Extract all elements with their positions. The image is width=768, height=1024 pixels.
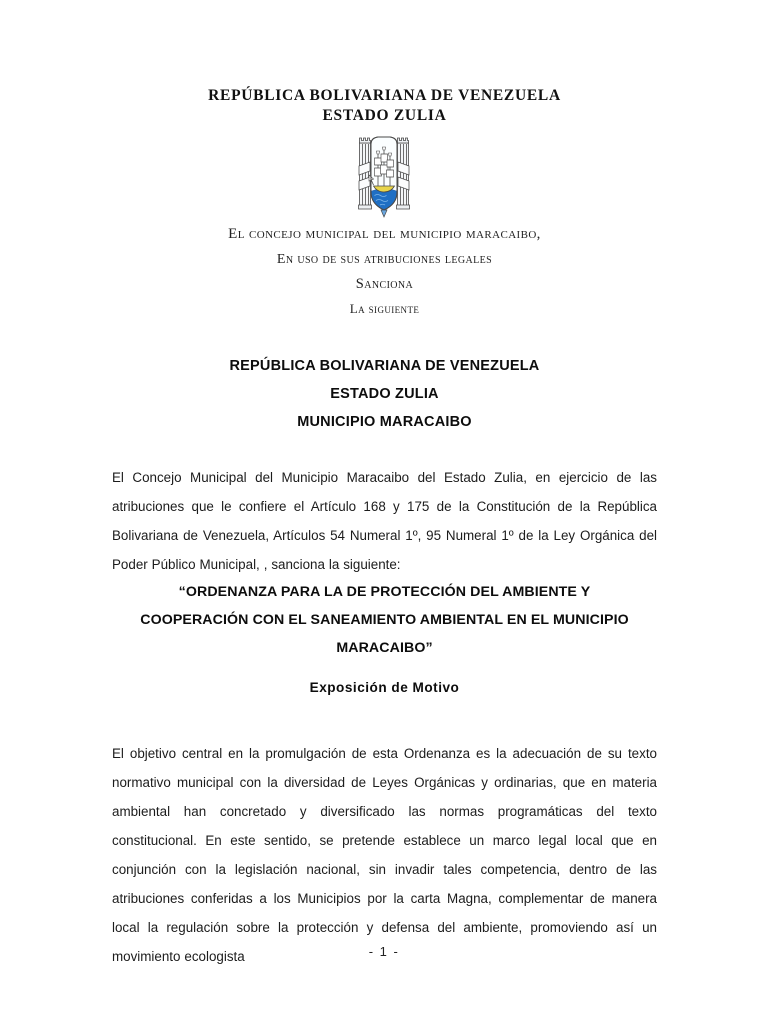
heading-line-2: ESTADO ZULIA — [330, 386, 439, 402]
emblem-container — [0, 129, 768, 219]
page-number-footer: - 1 - — [368, 944, 400, 959]
preamble-line-2: En uso de sus atribuciones legales — [276, 252, 493, 267]
ordinance-title-line-1: “ORDENANZA PARA LA DE PROTECCIÓN DEL AMBIENTE Y — [178, 584, 591, 600]
masthead — [112, 86, 657, 126]
ordinance-title — [112, 578, 657, 662]
preamble-line-4: La siguiente — [349, 301, 420, 316]
heading-line-1: REPÚBLICA BOLIVARIANA DE VENEZUELA — [229, 358, 540, 374]
masthead-line-2: ESTADO ZULIA — [322, 107, 447, 124]
republic-heading-block — [112, 352, 657, 436]
masthead-line-1: REPÚBLICA BOLIVARIANA DE VENEZUELA — [208, 87, 561, 104]
ordinance-title-line-3: MARACAIBO” — [336, 640, 433, 656]
coat-of-arms-maracaibo-icon — [358, 129, 410, 219]
preamble-line-1: El concejo municipal del municipio maracaibo, — [228, 226, 541, 242]
intro-paragraph: El Concejo Municipal del Municipio Maracaibo del Estado Zulia, en ejercicio de las atribuciones que le confiere el Artículo 168 y 175 de la Constitución de la República Bolivariana de Venezuela, Artículos 54 Numeral 1º, 95 Numeral 1º de la Ley Orgánica del Poder Público Municipal, , sanciona la siguiente: — [112, 470, 657, 573]
heading-line-3: MUNICIPIO MARACAIBO — [297, 414, 472, 430]
section-heading-exposicion: Exposición de Motivo — [309, 680, 460, 695]
preamble-line-3: Sanciona — [355, 276, 414, 292]
ordinance-title-line-2: COOPERACIÓN CON EL SANEAMIENTO AMBIENTAL EN EL MUNICIPIO — [140, 612, 629, 628]
preamble-block — [112, 222, 657, 320]
exposicion-paragraph: El objetivo central en la promulgación de esta Ordenanza es la adecuación de su texto normativo municipal con la diversidad de Leyes Orgánicas y ordinarias, que en materia ambiental han concretado y diversificado las normas programáticas del texto constitucional. En este sentido, se pretende establece un marco legal local que en conjunción con la legislación nacional, sin invadir tales competencia, dentro de las atribuciones conferidas a los Municipios por la carta Magna, complementar de manera local la regulación sobre la protección y defensa del ambiente, promoviendo así un movimiento ecologista — [112, 746, 657, 965]
